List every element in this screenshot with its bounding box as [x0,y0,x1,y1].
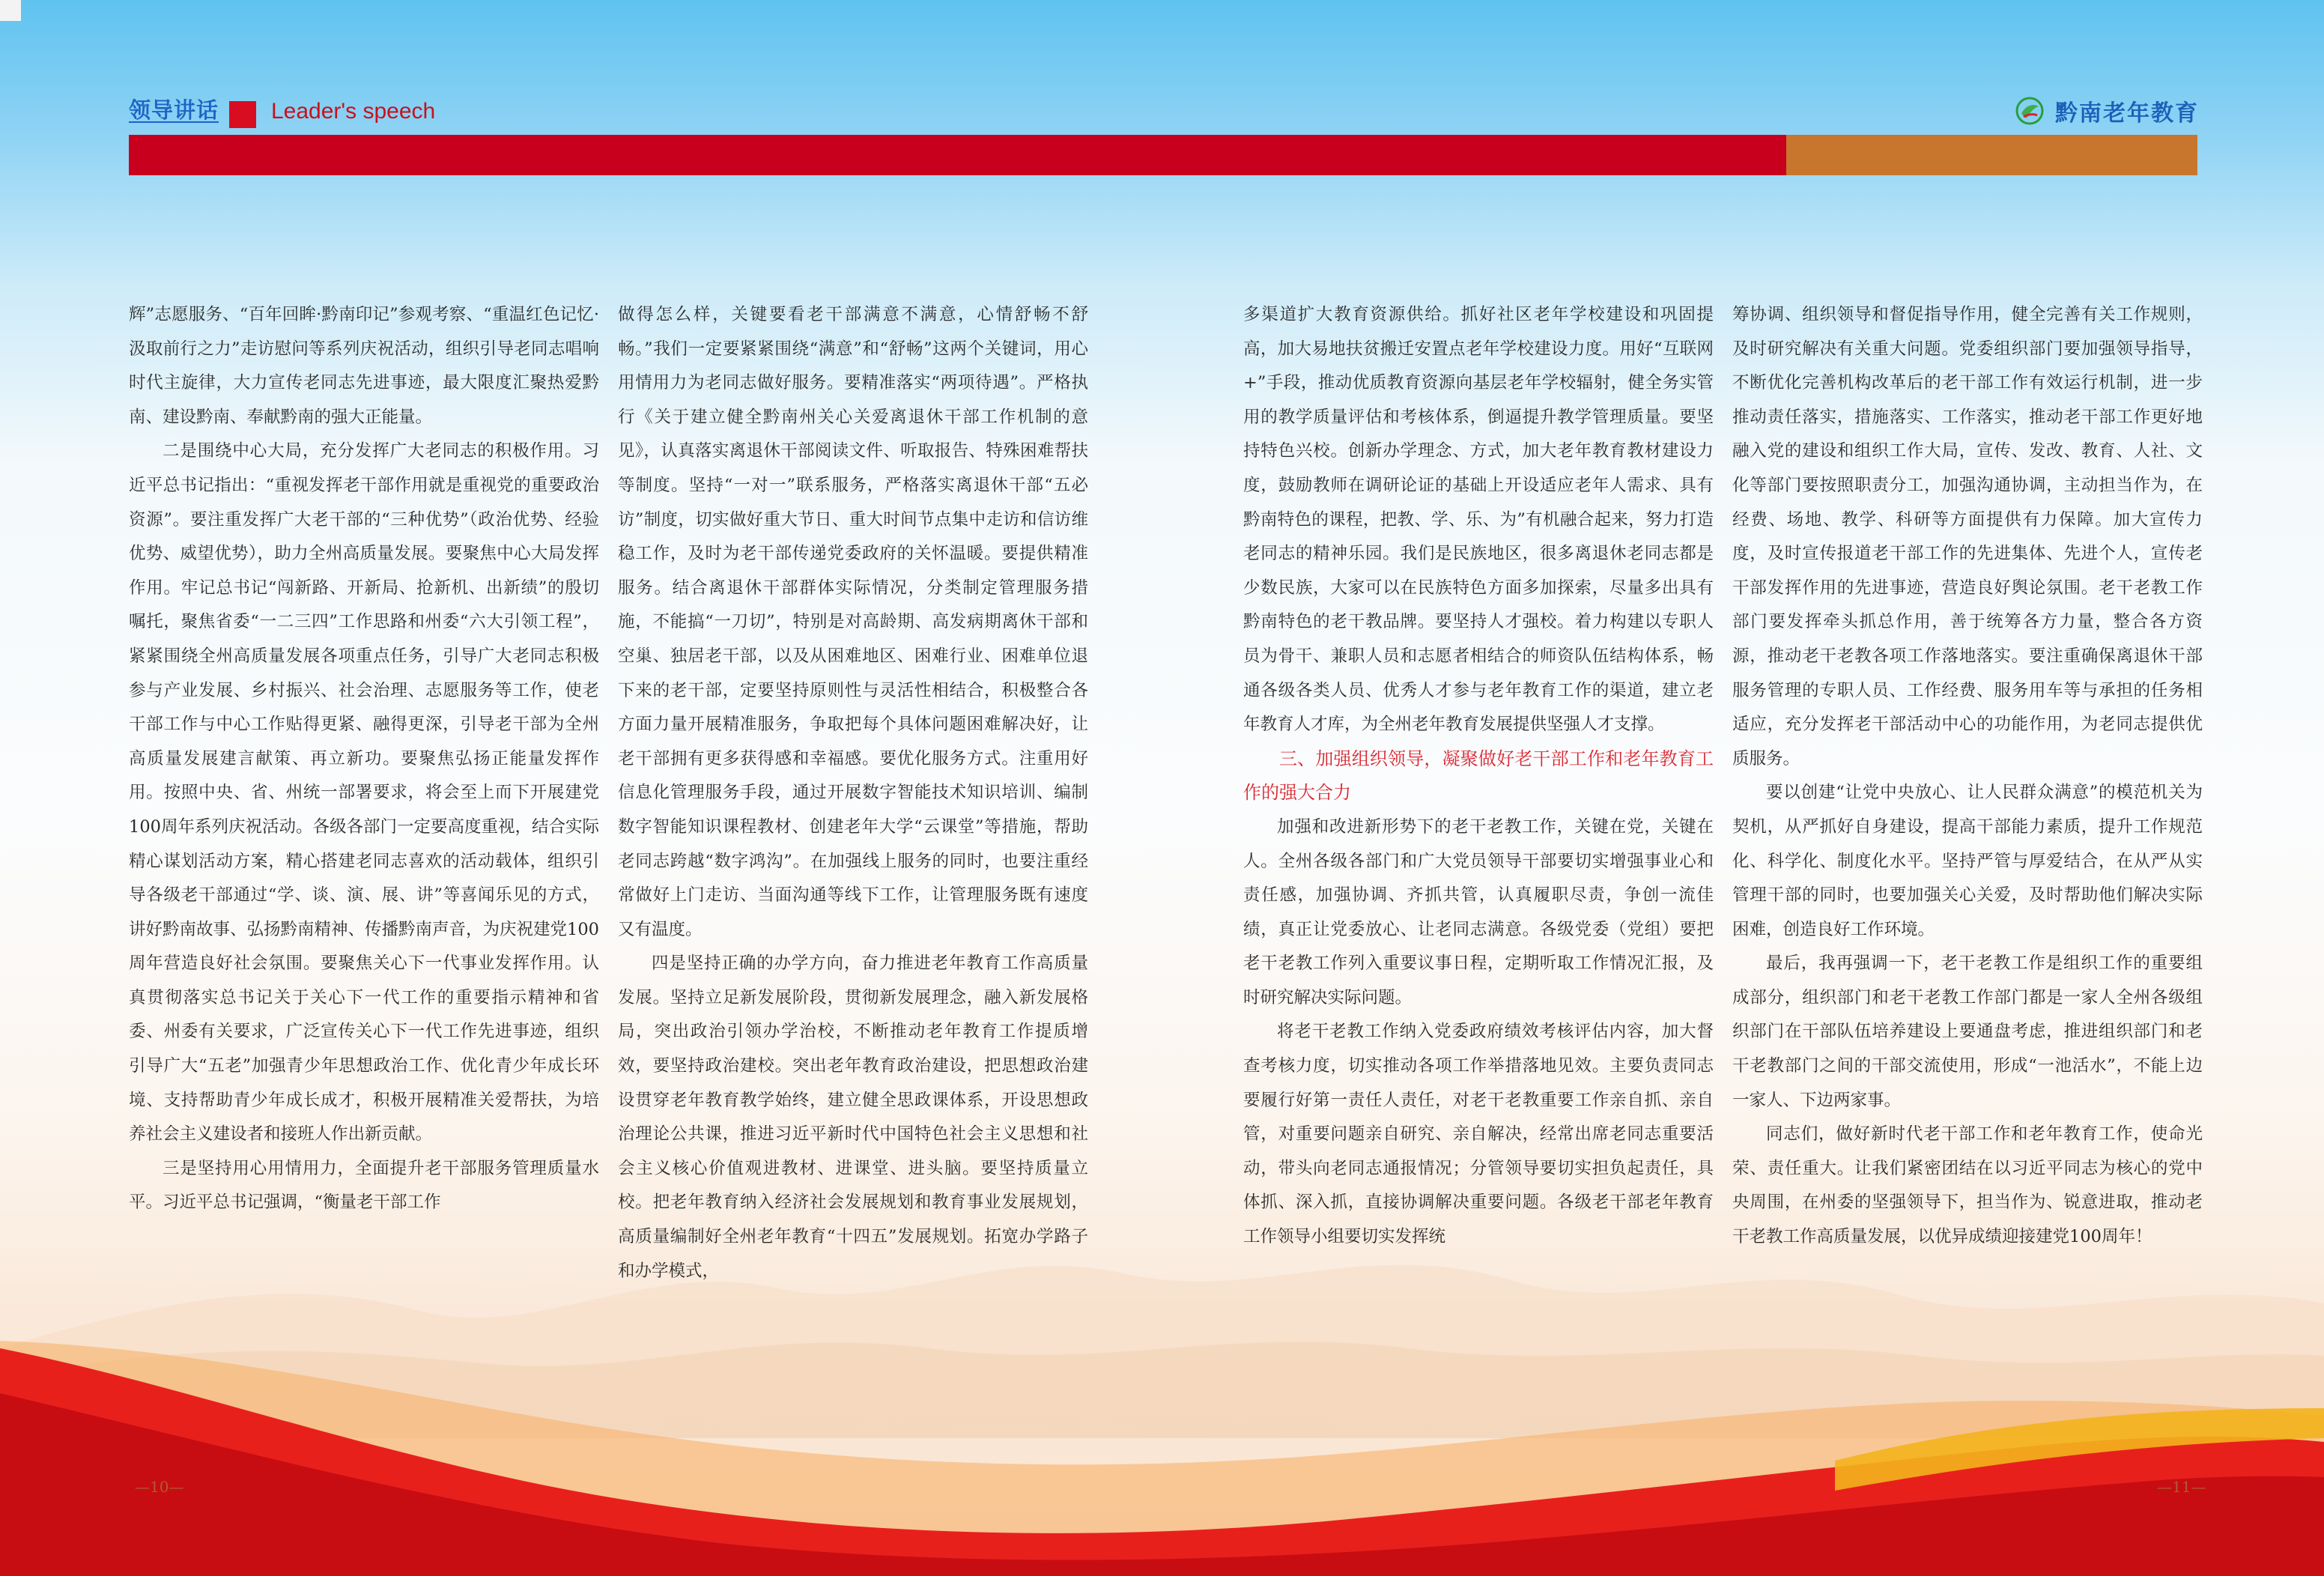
body-paragraph: 辉”志愿服务、“百年回眸·黔南印记”参观考察、“重温红色记忆·汲取前行之力”走访慰问等系列庆祝活动，组织引导老同志唱响时代主旋律，大力宣传老同志先进事迹，最大限度汇聚热爱黔南、建设黔南、奉献黔南的强大正能量。 [129,305,599,427]
body-paragraph: 三是坚持用心用情用力，全面提升老干部服务管理质量水平。习近平总书记强调，“衡量老干部工作 [129,1158,599,1213]
text-column-4 [1732,298,2203,1255]
body-paragraph: 多渠道扩大教育资源供给。抓好社区老年学校建设和巩固提高，加大易地扶贫搬迁安置点老年学校建设力度。用好“互联网+”手段，推动优质教育资源向基层老年学校辐射，健全务实管用的教学质量评估和考核体系，倒逼提升教学管理质量。要坚持特色兴校。创新办学理念、方式，加大老年教育教材建设力度，鼓励教师在调研论证的基础上开设适应老年人需求、具有黔南特色的课程，把教、学、乐、为”有机融合起来，努力打造老同志的精神乐园。我们是民族地区，很多离退休老同志都是少数民族，大家可以在民族特色方面多加探索，尽量多出具有黔南特色的老干教品牌。要坚持人才强校。着力构建以专职人员为骨干、兼职人员和志愿者相结合的师资队伍结构体系，畅通各级各类人员、优秀人才参与老年教育工作的渠道，建立老年教育人才库，为全州老年教育发展提供坚强人才支撑。 [1243,305,1714,735]
header-orange-stripe [1786,135,2197,175]
body-paragraph: 同志们，做好新时代老干部工作和老年教育工作，使命光荣、责任重大。让我们紧密团结在以习近平同志为核心的党中央周围，在州委的坚强领导下，担当作为、锐意进取，推动老干老教工作高质量发展，以优异成绩迎接建党100周年！ [1732,1124,2203,1247]
body-paragraph: 四是坚持正确的办学方向，奋力推进老年教育工作高质量发展。坚持立足新发展阶段，贯彻新发展理念，融入新发展格局，突出政治引领办学治校，不断推动老年教育工作提质增效，要坚持政治建校。突出老年教育政治建设，把思想政治建设贯穿老年教育教学始终，建立健全思政课体系，开设思想政治理论公共课，推进习近平新时代中国特色社会主义思想和社会主义核心价值观进教材、进课堂、进头脑。要坚持质量立校。把老年教育纳入经济社会发展规划和教育事业发展规划，高质量编制好全州老年教育“十四五”发展规划。拓宽办学路子和办学模式， [618,954,1088,1281]
speech-label: Leader's speech [271,99,436,124]
logo [2015,94,2199,127]
section-title: 领导讲话 [129,97,219,123]
body-paragraph: 最后，我再强调一下，老干老教工作是组织工作的重要组成部分，组织部门和老干老教工作部门都是一家人全州各级组织部门在干部队伍培养建设上要通盘考虑，推进组织部门和老干老教部门之间的干部交流使用，形成“一池活水”，不能上边一家人、下边两家事。 [1732,954,2203,1110]
body-paragraph: 二是围绕中心大局，充分发挥广大老同志的积极作用。习近平总书记指出：“重视发挥老干部作用就是重视党的重要政治资源”。要注重发挥广大老干部的“三种优势”（政治优势、经验优势、威望优势），助力全州高质量发展。要聚焦中心大局发挥作用。牢记总书记“闯新路、开新局、抢新机、出新绩”的殷切嘱托，聚焦省委“一二三四”工作思路和州委“六大引领工程”，紧紧围绕全州高质量发展各项重点任务，引导广大老同志积极参与产业发展、乡村振兴、社会治理、志愿服务等工作，使老干部工作与中心工作贴得更紧、融得更深，引导老干部为全州高质量发展建言献策、再立新功。要聚焦弘扬正能量发挥作用。按照中央、省、州统一部署要求，将会至上而下开展建党100周年系列庆祝活动。各级各部门一定要高度重视，结合实际精心谋划活动方案，精心搭建老同志喜欢的活动载体，组织引导各级老干部通过“学、谈、演、展、讲”等喜闻乐见的方式，讲好黔南故事、弘扬黔南精神、传播黔南声音，为庆祝建党100周年营造良好社会氛围。要聚焦关心下一代事业发挥作用。认真贯彻落实总书记关于关心下一代工作的重要指示精神和省委、州委有关要求，广泛宣传关心下一代工作先进事迹，组织引导广大“五老”加强青少年思想政治工作、优化青少年成长环境、支持帮助青少年成长成才，积极开展精准关爱帮扶，为培养社会主义建设者和接班人作出新贡献。 [129,441,599,1145]
section-heading: 三、加强组织领导，凝聚做好老干部工作和老年教育工作的强大合力 [1243,748,1714,804]
body-paragraph: 将老干老教工作纳入党委政府绩效考核评估内容，加大督查考核力度，切实推动各项工作举措落地见效。主要负责同志要履行好第一责任人责任，对老干老教重要工作亲自抓、亲自管，对重要问题亲自研究、亲自解决，经常出席老同志重要活动，带头向老同志通报情况；分管领导要切实担负起责任，具体抓、深入抓，直接协调解决重要问题。各级老干部老年教育工作领导小组要切实发挥统 [1243,1022,1714,1247]
body-paragraph: 做得怎么样，关键要看老干部满意不满意，心情舒畅不舒畅。”我们一定要紧紧围绕“满意”和“舒畅”这两个关键词，用心用情用力为老同志做好服务。要精准落实“两项待遇”。严格执行《关于建立健全黔南州关心关爱离退休干部工作机制的意见》，认真落实离退休干部阅读文件、听取报告、特殊困难帮扶等制度。坚持“一对一”联系服务，严格落实离退休干部“五必访”制度，切实做好重大节日、重大时间节点集中走访和信访维稳工作，及时为老干部传递党委政府的关怀温暖。要提供精准服务。结合离退休干部群体实际情况，分类制定管理服务措施，不能搞“一刀切”，特别是对高龄期、高发病期离休干部和空巢、独居老干部，以及从困难地区、困难行业、困难单位退下来的老干部，定要坚持原则性与灵活性相结合，积极整合各方面力量开展精准服务，争取把每个具体问题困难解决好，让老干部拥有更多获得感和幸福感。要优化服务方式。注重用好信息化管理服务手段，通过开展数字智能技术知识培训、编制数字智能知识课程教材、创建老年大学“云课堂”等措施，帮助老同志跨越“数字鸿沟”。在加强线上服务的同时，也要注重经常做好上门走访、当面沟通等线下工作，让管理服务既有速度又有温度。 [618,305,1088,939]
leaf-logo-icon [2015,96,2045,126]
red-square-marker [229,101,256,128]
body-paragraph: 加强和改进新形势下的老干老教工作，关键在党，关键在人。全州各级各部门和广大党员领导干部要切实增强事业心和责任感，加强协调、齐抓共管，认真履职尽责，争创一流佳绩，真正让党委放心、让老同志满意。各级党委（党组）要把老干老教工作列入重要议事日程，定期听取工作情况汇报，及时研究解决实际问题。 [1243,816,1714,1007]
text-column-3 [1243,298,1714,1255]
text-column-2 [618,298,1088,1288]
page-number-right: —11— [2157,1478,2206,1496]
page-corner [0,0,21,21]
page-number-left: —10— [135,1478,184,1496]
text-column-1 [129,298,599,1220]
body-paragraph: 要以创建“让党中央放心、让人民群众满意”的模范机关为契机，从严抓好自身建设，提高干部能力素质，提升工作规范化、科学化、制度化水平。坚持严管与厚爱结合，在从严从实管理干部的同时，也要加强关心关爱，及时帮助他们解决实际困难，创造良好工作环境。 [1732,783,2203,939]
logo-text: 黔南老年教育 [2055,100,2199,127]
body-paragraph: 筹协调、组织领导和督促指导作用，健全完善有关工作规则，及时研究解决有关重大问题。党委组织部门要加强领导指导，不断优化完善机构改革后的老干部工作有效运行机制，进一步推动责任落实，措施落实、工作落实，推动老干部工作更好地融入党的建设和组织工作大局，宣传、发改、教育、人社、文化等部门要按照职责分工，加强沟通协调，主动担当作为，在经费、场地、教学、科研等方面提供有力保障。加大宣传力度，及时宣传报道老干部工作的先进集体、先进个人，宣传老干部发挥作用的先进事迹，营造良好舆论氛围。老干老教工作部门要发挥牵头抓总作用，善于统筹各方力量，整合各方资源，推动老干老教各项工作落地落实。要注重确保离退休干部服务管理的专职人员、工作经费、服务用车等与承担的任务相适应，充分发挥老干部活动中心的功能作用，为老同志提供优质服务。 [1732,305,2203,769]
